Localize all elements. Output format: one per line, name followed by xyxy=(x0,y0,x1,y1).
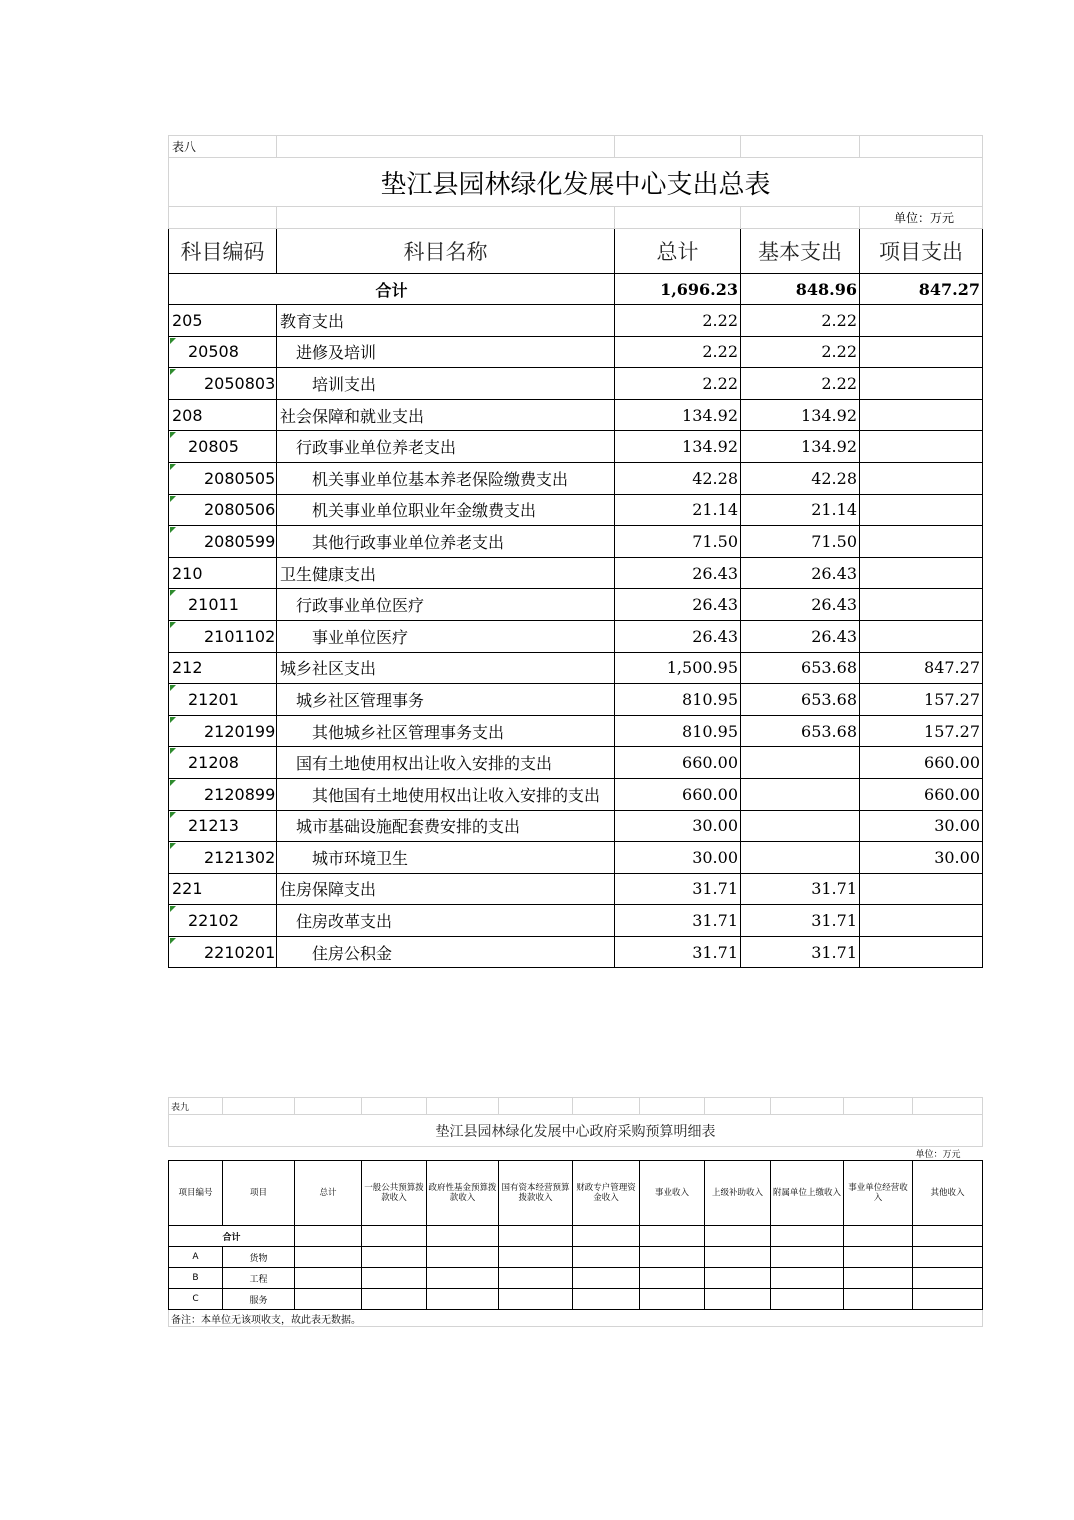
total-row xyxy=(169,274,983,305)
basic-value: 26.43 xyxy=(741,557,860,589)
basic-value: 2.22 xyxy=(741,336,860,368)
header-cell: 总计 xyxy=(295,1161,362,1226)
project-value xyxy=(860,936,983,968)
project-value: 30.00 xyxy=(860,810,983,842)
account-name: 其他行政事业单位养老支出 xyxy=(277,526,615,558)
table-label-row xyxy=(169,136,983,158)
project-value: 847.27 xyxy=(860,652,983,684)
account-code: 212 xyxy=(169,652,277,684)
total-project: 847.27 xyxy=(860,274,983,305)
account-name: 住房保障支出 xyxy=(277,873,615,905)
account-name: 行政事业单位医疗 xyxy=(277,589,615,621)
empty-cell xyxy=(499,1268,573,1289)
empty-cell xyxy=(640,1247,705,1268)
account-code: 22102 xyxy=(169,905,277,937)
header-cell: 政府性基金预算拨款收入 xyxy=(427,1161,499,1226)
total-value: 31.71 xyxy=(615,905,741,937)
total-value: 660.00 xyxy=(615,747,741,779)
project-value: 157.27 xyxy=(860,715,983,747)
table-row xyxy=(169,494,983,526)
table-row xyxy=(169,778,983,810)
basic-value: 134.92 xyxy=(741,399,860,431)
empty-cell xyxy=(771,1247,844,1268)
empty-cell xyxy=(427,1268,499,1289)
basic-value: 134.92 xyxy=(741,431,860,463)
total-value: 810.95 xyxy=(615,715,741,747)
header-row xyxy=(169,1161,983,1226)
project-value xyxy=(860,557,983,589)
account-name: 教育支出 xyxy=(277,305,615,337)
account-code: 21201 xyxy=(169,684,277,716)
project-value xyxy=(860,368,983,400)
project-value: 30.00 xyxy=(860,842,983,874)
account-name: 卫生健康支出 xyxy=(277,557,615,589)
total-value: 134.92 xyxy=(615,399,741,431)
table-row xyxy=(169,399,983,431)
header-cell: 事业单位经营收入 xyxy=(844,1161,913,1226)
total-basic: 848.96 xyxy=(741,274,860,305)
account-code: 21208 xyxy=(169,747,277,779)
basic-value xyxy=(741,842,860,874)
project-value xyxy=(860,431,983,463)
header-row xyxy=(169,229,983,274)
header-cell: 一般公共预算拨款收入 xyxy=(362,1161,427,1226)
account-code: 208 xyxy=(169,399,277,431)
total-value: 31.71 xyxy=(615,873,741,905)
project-value xyxy=(860,905,983,937)
account-code: 221 xyxy=(169,873,277,905)
project-value xyxy=(860,494,983,526)
item-code: C xyxy=(169,1289,223,1310)
empty-cell xyxy=(295,1289,362,1310)
account-name: 行政事业单位养老支出 xyxy=(277,431,615,463)
account-name: 城乡社区支出 xyxy=(277,652,615,684)
empty-cell xyxy=(705,1289,771,1310)
account-code: 205 xyxy=(169,305,277,337)
header-cell: 事业收入 xyxy=(640,1161,705,1226)
empty-cell xyxy=(705,1247,771,1268)
account-name: 其他城乡社区管理事务支出 xyxy=(277,715,615,747)
expenditure-summary-table xyxy=(168,135,982,968)
account-code: 2121302 xyxy=(169,842,277,874)
basic-value: 26.43 xyxy=(741,589,860,621)
total-value: 26.43 xyxy=(615,557,741,589)
table-row xyxy=(169,652,983,684)
item-name: 服务 xyxy=(223,1289,295,1310)
table-row xyxy=(169,1289,983,1310)
header-cell: 项目 xyxy=(223,1161,295,1226)
table-row xyxy=(169,684,983,716)
account-code: 2080506 xyxy=(169,494,277,526)
basic-value: 21.14 xyxy=(741,494,860,526)
header-basic: 基本支出 xyxy=(741,229,860,274)
procurement-budget-table xyxy=(168,1097,982,1327)
account-code: 2050803 xyxy=(169,368,277,400)
table-row xyxy=(169,810,983,842)
header-cell: 上级补助收入 xyxy=(705,1161,771,1226)
basic-value: 71.50 xyxy=(741,526,860,558)
total-label: 合计 xyxy=(169,274,615,305)
table-row xyxy=(169,336,983,368)
empty-cell xyxy=(499,1247,573,1268)
account-name: 事业单位医疗 xyxy=(277,620,615,652)
account-name: 机关事业单位职业年金缴费支出 xyxy=(277,494,615,526)
account-name: 城市环境卫生 xyxy=(277,842,615,874)
total-value: 30.00 xyxy=(615,810,741,842)
item-name: 货物 xyxy=(223,1247,295,1268)
total-value: 660.00 xyxy=(615,778,741,810)
table-row xyxy=(169,715,983,747)
basic-value xyxy=(741,778,860,810)
table-row xyxy=(169,620,983,652)
empty-cell xyxy=(573,1247,640,1268)
total-value: 810.95 xyxy=(615,684,741,716)
basic-value: 653.68 xyxy=(741,652,860,684)
unit-label: 单位：万元 xyxy=(860,207,983,229)
project-value xyxy=(860,589,983,621)
total-total: 1,696.23 xyxy=(615,274,741,305)
project-value xyxy=(860,336,983,368)
table-title: 垫江县园林绿化发展中心支出总表 xyxy=(169,158,983,207)
project-value xyxy=(860,526,983,558)
basic-value: 653.68 xyxy=(741,684,860,716)
total-value: 26.43 xyxy=(615,589,741,621)
account-code: 21213 xyxy=(169,810,277,842)
header-cell: 国有资本经营预算拨款收入 xyxy=(499,1161,573,1226)
total-value: 21.14 xyxy=(615,494,741,526)
empty-cell xyxy=(640,1268,705,1289)
basic-value: 26.43 xyxy=(741,620,860,652)
header-cell: 财政专户管理资金收入 xyxy=(573,1161,640,1226)
account-name: 城乡社区管理事务 xyxy=(277,684,615,716)
empty-cell xyxy=(844,1268,913,1289)
table-row xyxy=(169,557,983,589)
account-name: 城市基础设施配套费安排的支出 xyxy=(277,810,615,842)
account-name: 社会保障和就业支出 xyxy=(277,399,615,431)
table-row xyxy=(169,431,983,463)
header-name: 科目名称 xyxy=(277,229,615,274)
total-value: 2.22 xyxy=(615,336,741,368)
total-value: 26.43 xyxy=(615,620,741,652)
account-code: 210 xyxy=(169,557,277,589)
item-code: A xyxy=(169,1247,223,1268)
empty-cell xyxy=(705,1268,771,1289)
table-row xyxy=(169,1247,983,1268)
header-cell: 其他收入 xyxy=(913,1161,983,1226)
project-value xyxy=(860,873,983,905)
basic-value: 31.71 xyxy=(741,936,860,968)
empty-cell xyxy=(295,1268,362,1289)
account-code: 21011 xyxy=(169,589,277,621)
account-code: 20508 xyxy=(169,336,277,368)
header-cell: 项目编号 xyxy=(169,1161,223,1226)
account-name: 机关事业单位基本养老保险缴费支出 xyxy=(277,462,615,494)
empty-cell xyxy=(573,1289,640,1310)
account-code: 2210201 xyxy=(169,936,277,968)
total-value: 71.50 xyxy=(615,526,741,558)
total-row xyxy=(169,1226,983,1247)
project-value: 157.27 xyxy=(860,684,983,716)
basic-value: 31.71 xyxy=(741,873,860,905)
table-row xyxy=(169,462,983,494)
account-name: 培训支出 xyxy=(277,368,615,400)
account-name: 国有土地使用权出让收入安排的支出 xyxy=(277,747,615,779)
basic-value: 2.22 xyxy=(741,368,860,400)
table-row xyxy=(169,368,983,400)
total-value: 42.28 xyxy=(615,462,741,494)
empty-cell xyxy=(362,1247,427,1268)
header-cell: 附属单位上缴收入 xyxy=(771,1161,844,1226)
account-name: 其他国有土地使用权出让收入安排的支出 xyxy=(277,778,615,810)
project-value: 660.00 xyxy=(860,778,983,810)
empty-cell xyxy=(913,1289,983,1310)
table-row xyxy=(169,747,983,779)
item-name: 工程 xyxy=(223,1268,295,1289)
basic-value: 31.71 xyxy=(741,905,860,937)
account-name: 住房改革支出 xyxy=(277,905,615,937)
total-value: 30.00 xyxy=(615,842,741,874)
item-code: B xyxy=(169,1268,223,1289)
project-value xyxy=(860,399,983,431)
account-code: 2101102 xyxy=(169,620,277,652)
project-value: 660.00 xyxy=(860,747,983,779)
project-value xyxy=(860,305,983,337)
account-name: 住房公积金 xyxy=(277,936,615,968)
total-value: 2.22 xyxy=(615,368,741,400)
total-value: 134.92 xyxy=(615,431,741,463)
empty-cell xyxy=(771,1289,844,1310)
empty-cell xyxy=(573,1268,640,1289)
account-code: 2080599 xyxy=(169,526,277,558)
empty-cell xyxy=(640,1289,705,1310)
empty-cell xyxy=(844,1247,913,1268)
total-value: 31.71 xyxy=(615,936,741,968)
empty-cell xyxy=(913,1268,983,1289)
table-row xyxy=(169,873,983,905)
unit-label: 单位：万元 xyxy=(915,1150,961,1160)
header-total: 总计 xyxy=(615,229,741,274)
total-value: 1,500.95 xyxy=(615,652,741,684)
basic-value: 653.68 xyxy=(741,715,860,747)
empty-cell xyxy=(771,1268,844,1289)
account-code: 2080505 xyxy=(169,462,277,494)
project-value xyxy=(860,620,983,652)
account-code: 2120199 xyxy=(169,715,277,747)
empty-cell xyxy=(427,1247,499,1268)
basic-value: 42.28 xyxy=(741,462,860,494)
empty-cell xyxy=(913,1247,983,1268)
empty-cell xyxy=(427,1289,499,1310)
table-label: 表九 xyxy=(169,1098,223,1115)
table-row xyxy=(169,1268,983,1289)
basic-value: 2.22 xyxy=(741,305,860,337)
account-code: 2120899 xyxy=(169,778,277,810)
account-code: 20805 xyxy=(169,431,277,463)
basic-value xyxy=(741,810,860,842)
table-row xyxy=(169,936,983,968)
empty-cell xyxy=(844,1289,913,1310)
table-row xyxy=(169,589,983,621)
empty-cell xyxy=(362,1268,427,1289)
header-project: 项目支出 xyxy=(860,229,983,274)
project-value xyxy=(860,462,983,494)
table-note: 备注：本单位无该项收支，故此表无数据。 xyxy=(169,1310,983,1327)
table-row xyxy=(169,305,983,337)
table-label: 表八 xyxy=(169,136,277,158)
total-value: 2.22 xyxy=(615,305,741,337)
empty-cell xyxy=(499,1289,573,1310)
table-row xyxy=(169,905,983,937)
basic-value xyxy=(741,747,860,779)
empty-cell xyxy=(362,1289,427,1310)
table-title: 垫江县园林绿化发展中心政府采购预算明细表 xyxy=(169,1115,983,1147)
header-code: 科目编码 xyxy=(169,229,277,274)
table-row xyxy=(169,526,983,558)
table-row xyxy=(169,842,983,874)
account-name: 进修及培训 xyxy=(277,336,615,368)
empty-cell xyxy=(295,1247,362,1268)
total-label: 合计 xyxy=(169,1226,295,1247)
